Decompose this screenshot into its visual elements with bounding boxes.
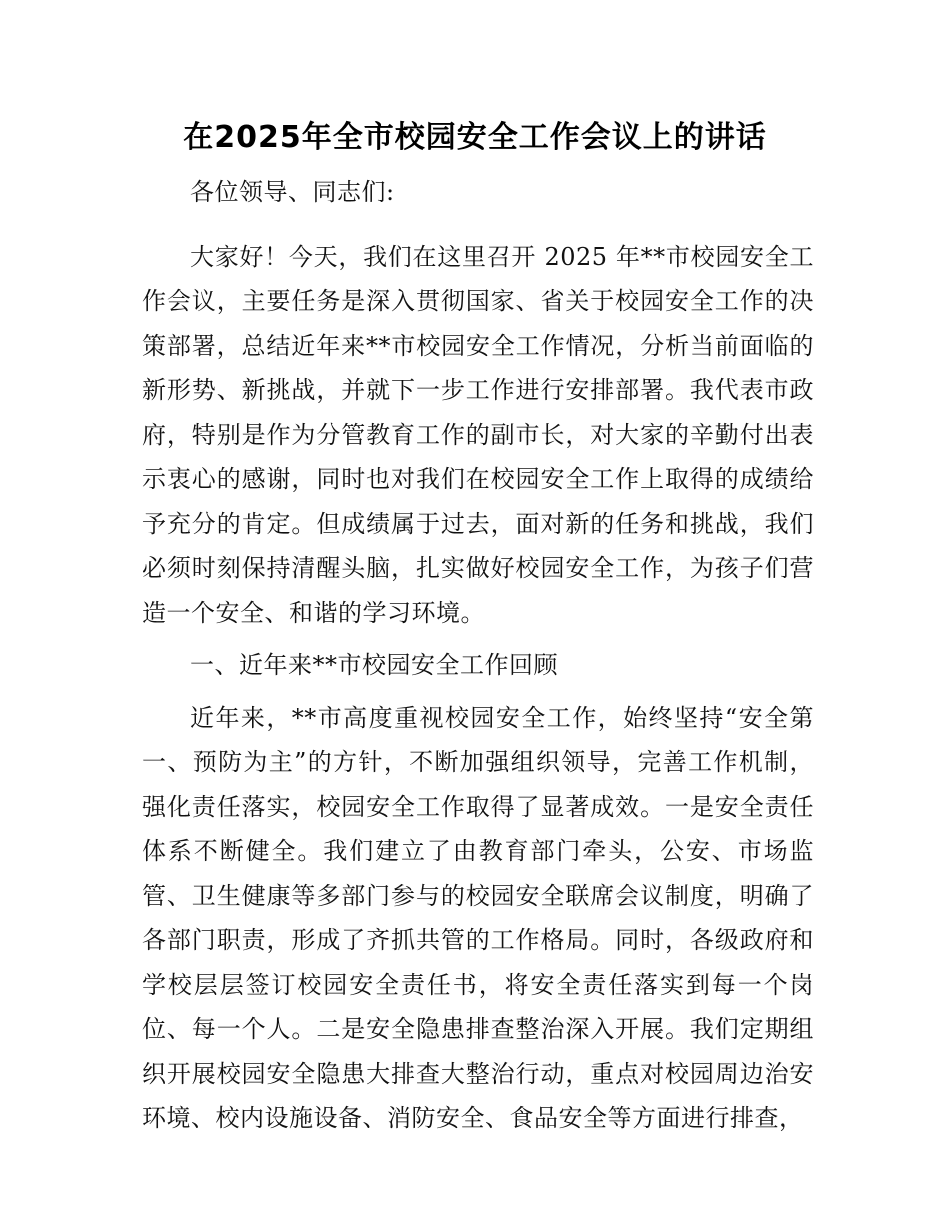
salutation: 各位领导、同志们: — [190, 178, 395, 206]
section-paragraph: 近年来，**市高度重视校园安全工作，始终坚持“安全第一、预防为主”的方针，不断加强组织领导，完善工作机制，强化责任落实，校园安全工作取得了显著成效。一是安全责任体系不断健全。我们建立了由教育部门牵头，公安、市场监管、卫生健康等多部门参与的校园安全联席会议制度，明确了各部门职责，形成了齐抓共管的工作格局。同时，各级政府和学校层层签订校园安全责任书，将安全责任落实到每一个岗位、每一个人。二是安全隐患排查整治深入开展。我们定期组织开展校园安全隐患大排查大整治行动，重点对校园周边治安环境、校内设施设备、消防安全、食品安全等方面进行排查， — [142, 703, 814, 1132]
opening-paragraph: 大家好！今天，我们在这里召开 2025 年**市校园安全工作会议，主要任务是深入贯彻国家、省关于校园安全工作的决策部署，总结近年来**市校园安全工作情况，分析当前面临的新形势、新挑战，并就下一步工作进行安排部署。我代表市政府，特别是作为分管教育工作的副市长，对大家的辛勤付出表示衷心的感谢，同时也对我们在校园安全工作上取得的成绩给予充分的肯定。但成绩属于过去，面对新的任务和挑战，我们必须时刻保持清醒头脑，扎实做好校园安全工作，为孩子们营造一个安全、和谐的学习环境。 — [142, 242, 814, 627]
section-heading: 一、近年来**市校园安全工作回顾 — [190, 651, 558, 679]
document-title: 在2025年全市校园安全工作会议上的讲话 — [183, 120, 767, 155]
document-body — [142, 170, 814, 1141]
